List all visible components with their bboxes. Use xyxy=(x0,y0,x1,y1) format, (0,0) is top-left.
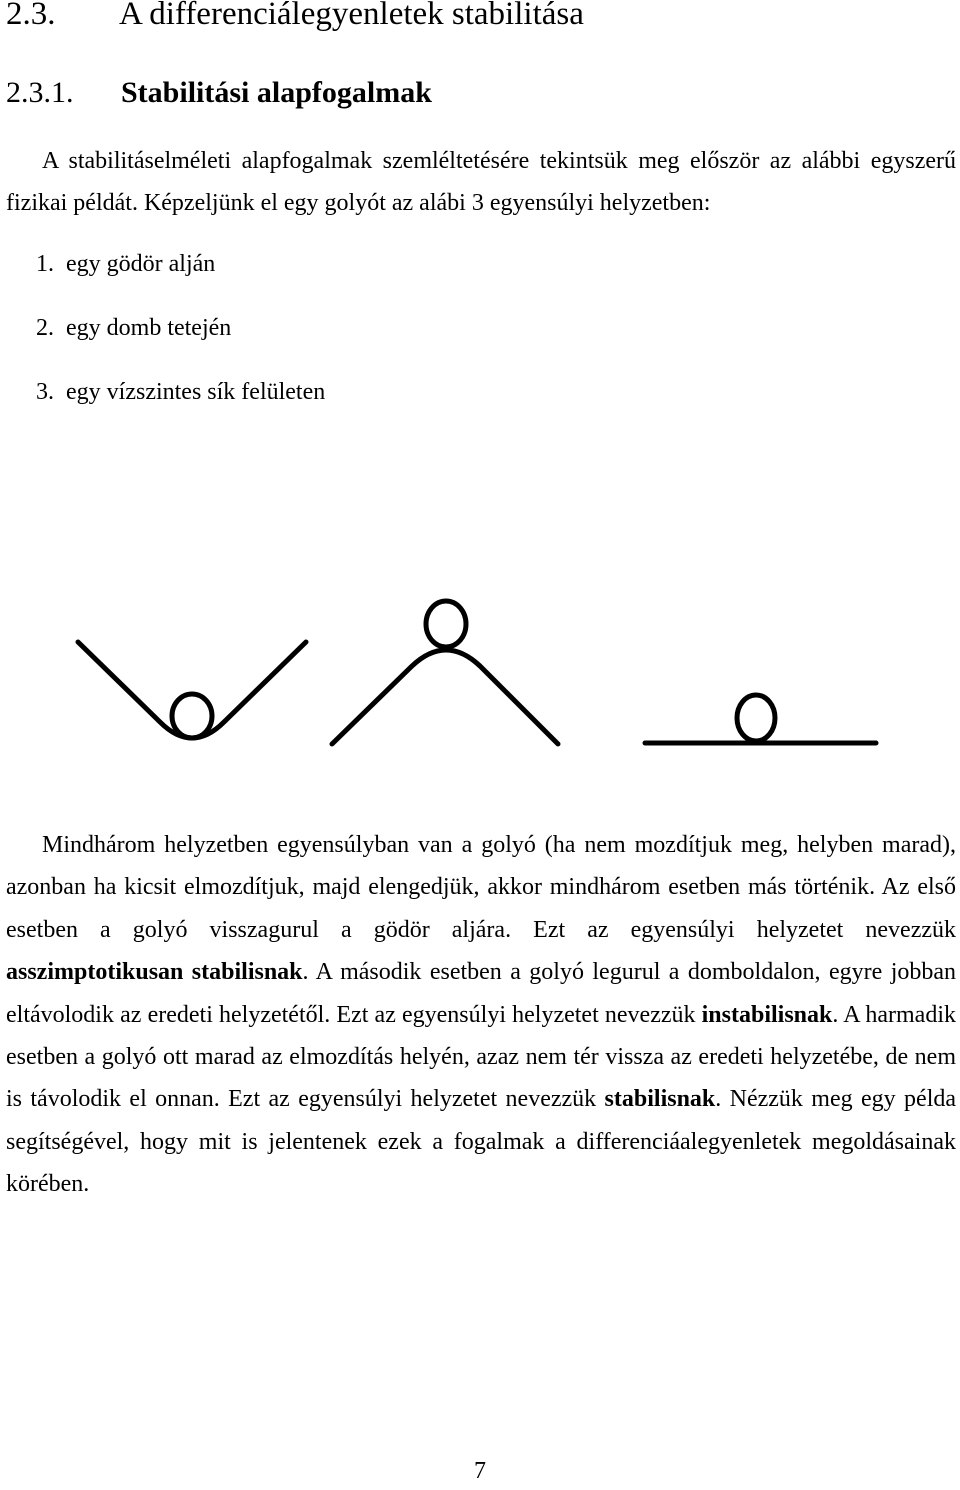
hill-ball xyxy=(426,601,466,647)
hill-diagram xyxy=(332,601,558,744)
equilibrium-list xyxy=(36,248,325,440)
hill-curve xyxy=(332,650,558,744)
pit-curve xyxy=(78,642,306,738)
equilibrium-figure xyxy=(0,580,960,770)
page-number: 7 xyxy=(474,1458,486,1484)
explanation-paragraph xyxy=(6,824,956,1206)
para-text-1: Mindhárom helyzetben egyensúlyban van a golyó (ha nem mozdítjuk meg, helyben marad), azonban ha kicsit elmozdítjuk, majd elengedjük, akkor mindhárom esetben más történik. Az első esetben a golyó visszagurul a gödör aljára. Ezt az egyensúlyi helyzetet nevezzük xyxy=(6,832,956,943)
list-item xyxy=(36,248,325,312)
subsection-title: Stabilitási alapfogalmak xyxy=(121,76,432,109)
flat-ball xyxy=(737,695,775,741)
list-item-text: egy gödör alján xyxy=(66,251,216,277)
para-text-2: . A második esetben a golyó legurul a domboldalon, egyre jobban eltávolodik az eredeti helyzetétől. Ezt az egyensúlyi helyzetet nevezzük xyxy=(6,959,957,1028)
term-unstable: instabilisnak xyxy=(701,1001,833,1028)
list-item-text: egy vízszintes sík felületen xyxy=(66,379,326,405)
para-text-4: . Nézzük meg egy példa segítségével, hogy mit is jelentenek ezek a fogalmak a differenciáalegyenletek megoldásainak körében. xyxy=(6,1086,957,1198)
pit-diagram xyxy=(78,642,306,738)
pit-ball xyxy=(172,694,212,738)
subsection-number: 2.3.1. xyxy=(6,76,74,109)
list-item-number: 1. xyxy=(36,251,54,277)
para-text-3: . A harmadik esetben a golyó ott marad az elmozdítás helyén, azaz nem tér vissza az eredeti helyzetébe, de nem is távolodik el onnan. Ezt az egyensúlyi helyzetet nevezzük xyxy=(6,1001,956,1113)
list-item xyxy=(36,376,325,440)
list-item-text: egy domb tetején xyxy=(66,315,232,341)
term-stable: stabilisnak xyxy=(604,1086,716,1113)
intro-paragraph: A stabilitáselméleti alapfogalmak szemléltetésére tekintsük meg először az alábbi egyszerű fizikai példát. Képzeljünk el egy golyót az alábi 3 egyensúlyi helyzetben: xyxy=(6,148,956,216)
flat-diagram xyxy=(645,695,876,743)
list-item-number: 3. xyxy=(36,379,54,405)
section-heading xyxy=(6,0,584,33)
list-item xyxy=(36,312,325,376)
section-number: 2.3. xyxy=(6,0,56,32)
section-title: A differenciálegyenletek stabilitása xyxy=(119,0,584,32)
list-item-number: 2. xyxy=(36,315,54,341)
subsection-heading xyxy=(6,76,432,110)
term-asymptotically-stable: asszimptotikusan stabilisnak xyxy=(6,959,303,986)
